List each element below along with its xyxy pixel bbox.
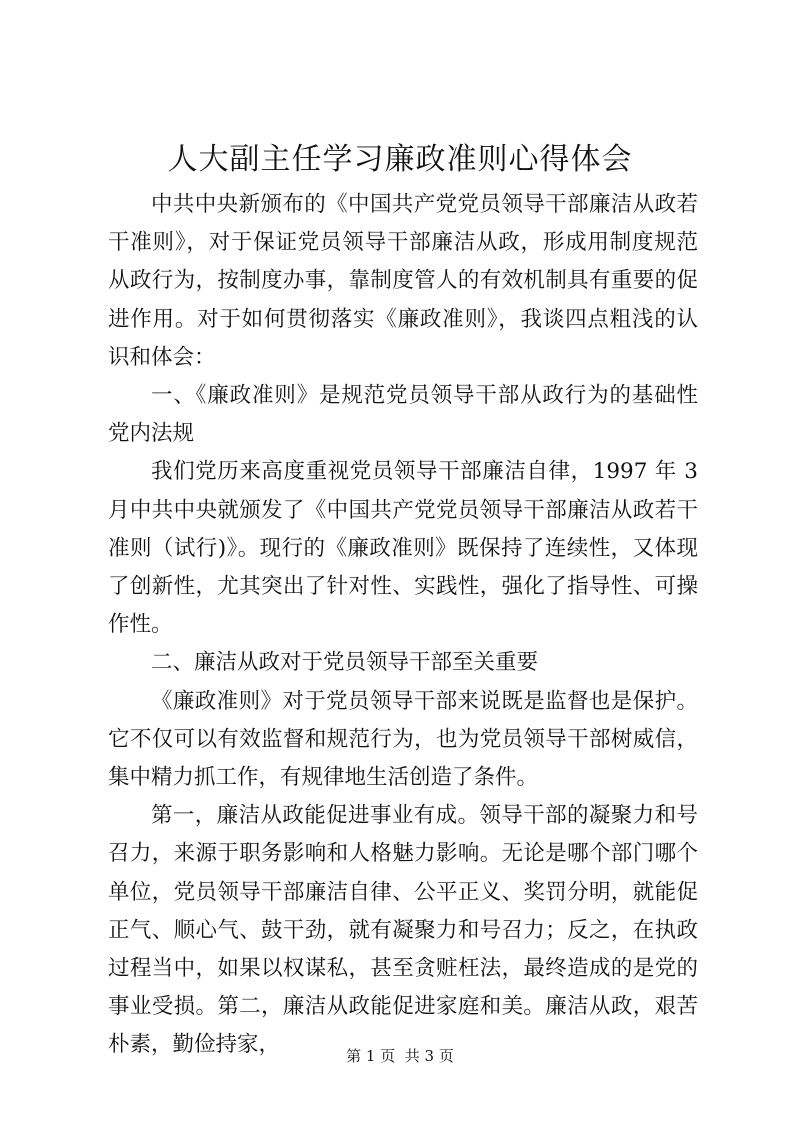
section-heading-one: 一、《廉政准则》是规范党员领导干部从政行为的基础性党内法规 [108, 383, 698, 447]
paragraph-first-point: 第一，廉洁从政能促进事业有成。领导干部的凝聚力和号召力，来源于职务影响和人格魅力影响。无论是哪个部门哪个单位，党员领导干部廉洁自律、公平正义、奖罚分明，就能促正气、顺心气、鼓干劲，就有凝聚力和号召力；反之，在执政过程当中，如果以权谋私，甚至贪赃枉法，最终造成的是党的事业受损。第二，廉洁从政能促进家庭和美。廉洁从政，艰苦朴素，勤俭持家， [108, 803, 698, 1058]
document-body [108, 186, 698, 1065]
paragraph-intro: 中共中央新颁布的《中国共产党党员领导干部廉洁从政若干准则》，对于保证党员领导干部廉洁从政，形成用制度规范从政行为，按制度办事，靠制度管人的有效机制具有重要的促进作用。对于如何贯彻落实《廉政准则》，我谈四点粗浅的认识和体会： [108, 192, 698, 370]
section-heading-two: 二、廉洁从政对于党员领导干部至关重要 [151, 650, 539, 676]
document-title: 人大副主任学习廉政准则心得体会 [167, 142, 633, 177]
page-footer [0, 1045, 800, 1067]
paragraph-history: 我们党历来高度重视党员领导干部廉洁自律，1997 年 3 月中共中央就颁发了《中国共产党党员领导干部廉洁从政若干准则（试行)》。现行的《廉政准则》既保持了连续性，又体现了创新性，尤其突出了针对性、实践性，强化了指导性、可操作性。 [108, 459, 698, 638]
paragraph-supervision: 《廉政准则》对于党员领导干部来说既是监督也是保护。它不仅可以有效监督和规范行为，也为党员领导干部树威信，集中精力抓工作，有规律地生活创造了条件。 [108, 688, 698, 791]
page-number-label: 第 1 页 共 3 页 [346, 1047, 454, 1065]
